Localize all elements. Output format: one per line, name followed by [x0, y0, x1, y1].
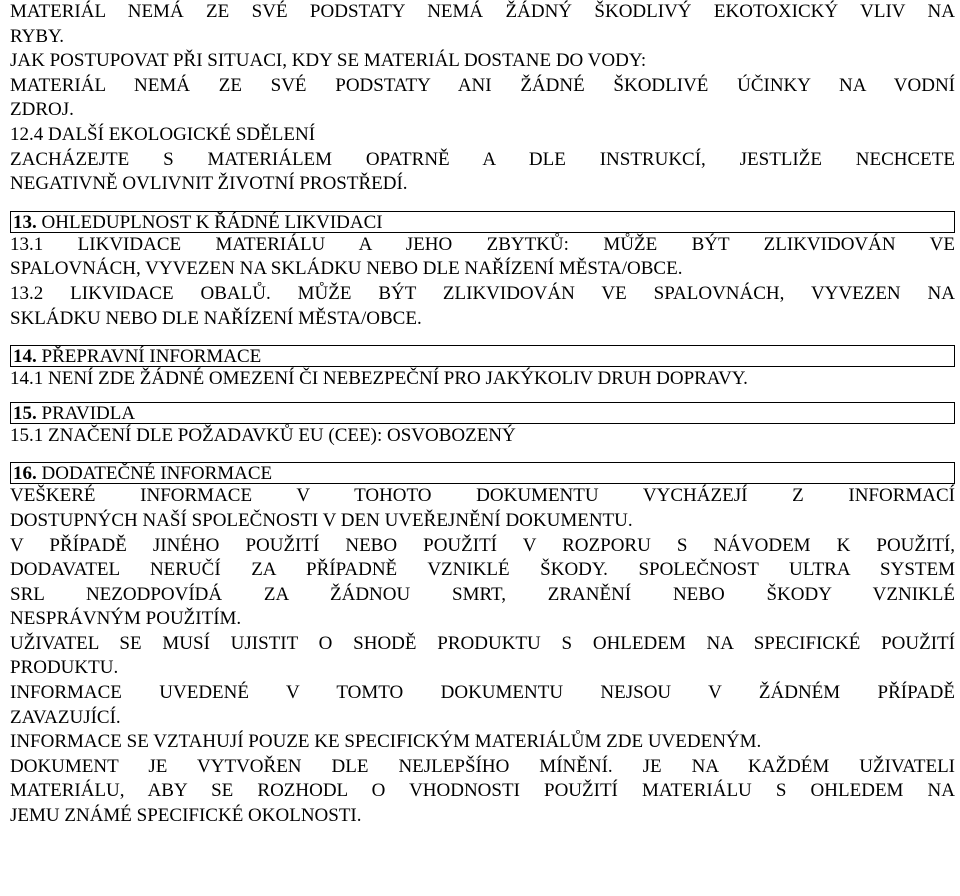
spacer: [10, 197, 955, 211]
paragraph-line: ZDROJ.: [10, 99, 74, 121]
section-heading: [10, 402, 955, 424]
paragraph-line: PRODUKTU.: [10, 657, 119, 679]
section-16: [10, 462, 955, 828]
section-heading: [10, 462, 955, 484]
paragraph-line: NESPRÁVNÝM POUŽITÍM.: [10, 608, 242, 630]
spacer: [10, 331, 955, 345]
section-14: [10, 345, 955, 392]
paragraph-line: INFORMACE UVEDENÉ V TOMTO DOKUMENTU NEJSOU V ŽÁDNÉM PŘÍPADĚ: [10, 682, 955, 704]
section-heading: [10, 211, 955, 233]
section-title: OHLEDUPLNOST K ŘÁDNÉ LIKVIDACI: [36, 211, 383, 233]
section-number: 14.: [13, 346, 37, 368]
paragraph-line: MATERIÁL NEMÁ ZE SVÉ PODSTATY ANI ŽÁDNÉ ŠKODLIVÉ ÚČINKY NA VODNÍ: [10, 74, 955, 96]
paragraph-line: 14.1 NENÍ ZDE ŽÁDNÉ OMEZENÍ ČI NEBEZPEČNÍ PRO JAKÝKOLIV DRUH DOPRAVY.: [10, 368, 748, 390]
paragraph-line: SRL NEZODPOVÍDÁ ZA ŽÁDNOU SMRT, ZRANĚNÍ NEBO ŠKODY VZNIKLÉ: [10, 583, 955, 605]
paragraph-line: MATERIÁL NEMÁ ZE SVÉ PODSTATY NEMÁ ŽÁDNÝ ŠKODLIVÝ EKOTOXICKÝ VLIV NA: [10, 1, 955, 22]
section-number: 15.: [13, 402, 37, 424]
section-number: 13.: [13, 211, 37, 233]
paragraph-line: INFORMACE SE VZTAHUJÍ POUZE KE SPECIFICKÝM MATERIÁLŮM ZDE UVEDENÝM.: [10, 731, 762, 753]
paragraph-line: JAK POSTUPOVAT PŘI SITUACI, KDY SE MATERIÁL DOSTANE DO VODY:: [10, 50, 647, 72]
paragraph-line: V PŘÍPADĚ JINÉHO POUŽITÍ NEBO POUŽITÍ V ROZPORU S NÁVODEM K POUŽITÍ,: [10, 534, 955, 556]
paragraph-line: 13.1 LIKVIDACE MATERIÁLU A JEHO ZBYTKŮ: MŮŽE BÝT ZLIKVIDOVÁN VE: [10, 233, 955, 255]
paragraph-line: 15.1 ZNAČENÍ DLE POŽADAVKŮ EU (CEE): OSVOBOZENÝ: [10, 424, 516, 446]
paragraph-line: 13.2 LIKVIDACE OBALŮ. MŮŽE BÝT ZLIKVIDOVÁN VE SPALOVNÁCH, VYVEZEN NA: [10, 282, 955, 304]
document-page: [10, 0, 955, 829]
paragraph-line: DOSTUPNÝCH NAŠÍ SPOLEČNOSTI V DEN UVEŘEJNĚNÍ DOKUMENTU.: [10, 509, 633, 531]
paragraph-line: DODAVATEL NERUČÍ ZA PŘÍPADNĚ VZNIKLÉ ŠKODY. SPOLEČNOST ULTRA SYSTEM: [10, 559, 955, 581]
spacer: [10, 392, 955, 402]
section-heading: [10, 345, 955, 367]
section-number: 16.: [13, 463, 37, 485]
paragraph-line: ZAVAZUJÍCÍ.: [10, 706, 121, 728]
paragraph-line: RYBY.: [10, 25, 65, 47]
paragraph-line: JEMU ZNÁMÉ SPECIFICKÉ OKOLNOSTI.: [10, 805, 362, 827]
paragraph-line: SKLÁDKU NEBO DLE NAŘÍZENÍ MĚSTA/OBCE.: [10, 307, 422, 329]
section-title: DODATEČNÉ INFORMACE: [36, 463, 273, 485]
paragraph-line: UŽIVATEL SE MUSÍ UJISTIT O SHODĚ PRODUKTU S OHLEDEM NA SPECIFICKÉ POUŽITÍ: [10, 632, 955, 654]
paragraph-line: ZACHÁZEJTE S MATERIÁLEM OPATRNĚ A DLE INSTRUKCÍ, JESTLIŽE NECHCETE: [10, 148, 955, 170]
paragraph-line: SPALOVNÁCH, VYVEZEN NA SKLÁDKU NEBO DLE NAŘÍZENÍ MĚSTA/OBCE.: [10, 258, 683, 280]
section-15: [10, 402, 955, 449]
section-title: PRAVIDLA: [36, 402, 136, 424]
subsection-title: 12.4 DALŠÍ EKOLOGICKÉ SDĚLENÍ: [10, 123, 316, 145]
section-title: PŘEPRAVNÍ INFORMACE: [36, 346, 262, 368]
section-12-tail: [10, 0, 955, 197]
paragraph-line: VEŠKERÉ INFORMACE V TOHOTO DOKUMENTU VYCHÁZEJÍ Z INFORMACÍ: [10, 485, 955, 507]
section-13: [10, 211, 955, 331]
paragraph-line: DOKUMENT JE VYTVOŘEN DLE NEJLEPŠÍHO MÍNĚNÍ. JE NA KAŽDÉM UŽIVATELI: [10, 755, 955, 777]
paragraph-line: NEGATIVNĚ OVLIVNIT ŽIVOTNÍ PROSTŘEDÍ.: [10, 173, 408, 195]
paragraph-line: MATERIÁLU, ABY SE ROZHODL O VHODNOSTI POUŽITÍ MATERIÁLU S OHLEDEM NA: [10, 780, 955, 802]
spacer: [10, 448, 955, 462]
